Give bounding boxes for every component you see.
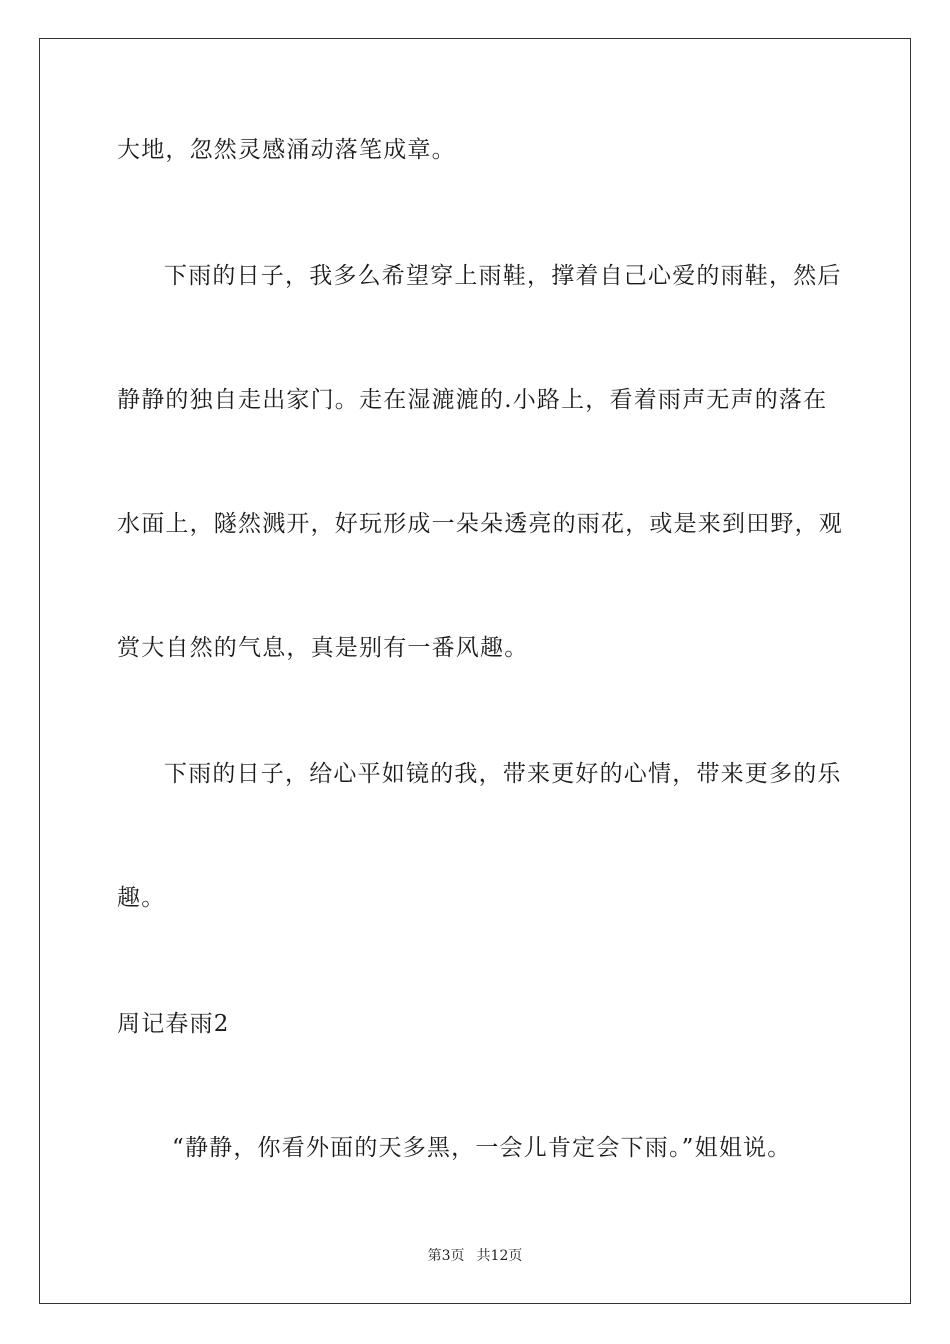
paragraph-line: 下雨的日子，给心平如镜的我，带来更好的心情，带来更多的乐 — [164, 761, 842, 787]
paragraph-line: 赏大自然的气息，真是别有一番风趣。 — [117, 635, 529, 661]
paragraph-line: 下雨的日子，我多么希望穿上雨鞋，撑着自己心爱的雨鞋，然后 — [164, 263, 842, 289]
paragraph-line: 趣。 — [117, 885, 166, 911]
page-footer — [0, 1247, 950, 1265]
page-number: 第3页 — [427, 1248, 465, 1264]
section-title: 周记春雨2 — [117, 1011, 230, 1037]
page-total: 共12页 — [476, 1248, 523, 1264]
paragraph-line: 大地，忽然灵感涌动落笔成章。 — [117, 137, 456, 163]
paragraph-line: 水面上，隧然溅开，好玩形成一朵朵透亮的雨花，或是来到田野，观 — [117, 511, 843, 537]
paragraph-line: 静静的独自走出家门。走在湿漉漉的.小路上，看着雨声无声的落在 — [117, 387, 828, 413]
page-border — [39, 38, 911, 1304]
paragraph-line: “静静，你看外面的天多黑，一会儿肯定会下雨。”姐姐说。 — [172, 1135, 792, 1161]
